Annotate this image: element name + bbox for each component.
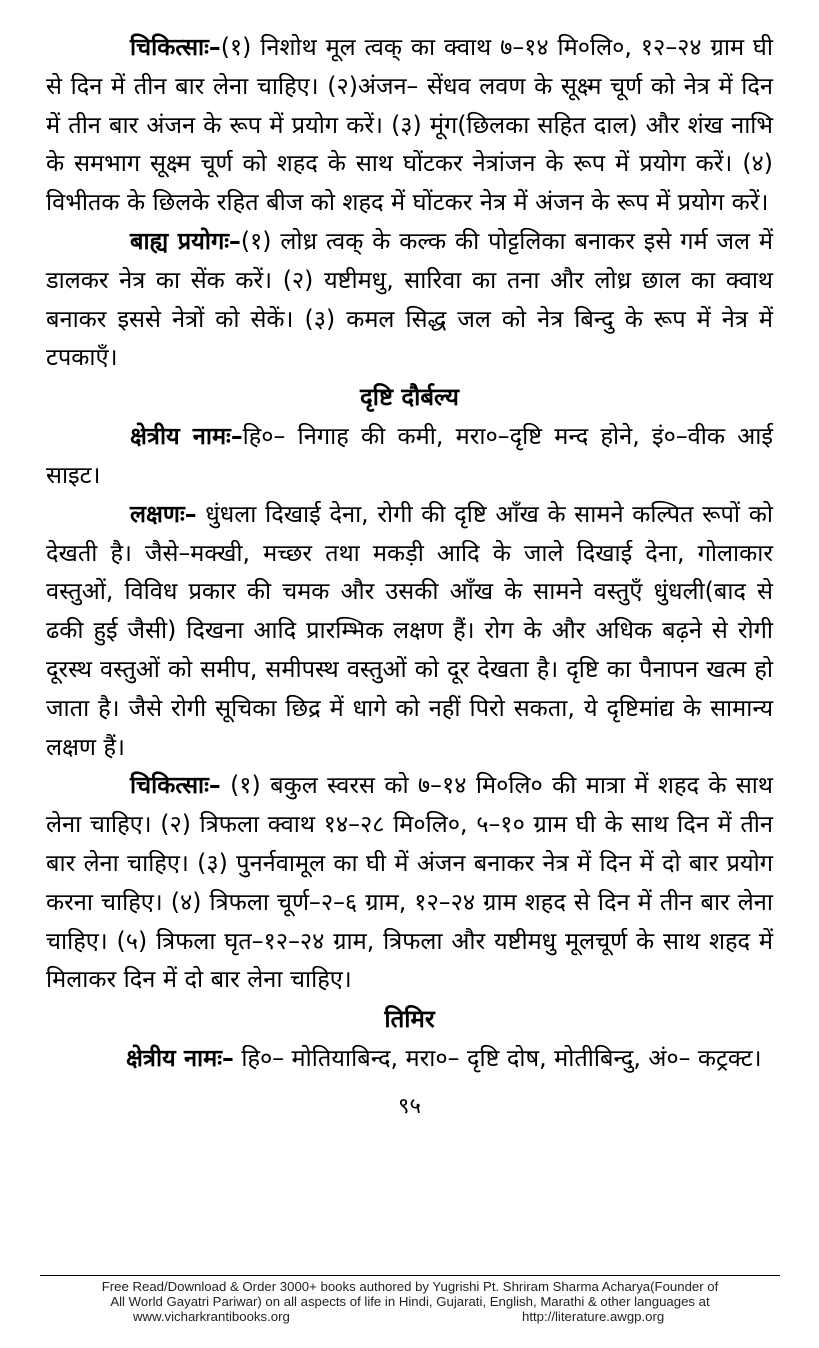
footer-line-1: Free Read/Download & Order 3000+ books authored by Yugrishi Pt. Shriram Sharma Acharya(Founder of [101,1279,719,1294]
treatment-text: (१) बकुल स्वरस को ७–१४ मि०लि० की मात्रा में शहद के साथ लेना चाहिए। (२) त्रिफला क्वाथ १४–२८ मि०लि०, ५–१० ग्राम घी के साथ दिन में तीन बार लेना चाहिए। (३) पुनर्नवामूल का घी में अंजन बनाकर नेत्र में दिन में दो बार प्रयोग करना चाहिए। (४) त्रिफला चूर्ण–२–६ ग्राम, १२–२४ ग्राम शहद से दिन में तीन बार लेना चाहिए। (५) त्रिफला घृत–१२–२४ ग्राम, त्रिफला और यष्टीमधु मूलचूर्ण के साथ शहद में मिलाकर दिन में दो बार लेना चाहिए। [46,771,773,994]
footer-line-2: All World Gayatri Pariwar) on all aspects of life in Hindi, Gujarati, English, Marathi & other languages at [110,1294,710,1309]
footer-links [40,1309,780,1325]
section-heading-timir: तिमिर [384,1005,435,1034]
treatment-paragraph-1 [46,28,773,222]
treatment-label: चिकित्साः– [130,771,221,800]
regional-names-paragraph-1 [46,417,773,495]
regional-names-label: क्षेत्रीय नामः– [130,422,243,451]
regional-names-label: क्षेत्रीय नामः– [126,1044,234,1073]
treatment-text: (१) निशोथ मूल त्वक् का क्वाथ ७–१४ मि०लि०, १२–२४ ग्राम घी से दिन में तीन बार लेना चाहिए। (२)अंजन– सेंधव लवण के सूक्ष्म चूर्ण को नेत्र में दिन में तीन बार अंजन के रूप में प्रयोग करें। (३) मूंग(छिलका सहित दाल) और शंख नाभि के समभाग सूक्ष्म चूर्ण को शहद के साथ घोंटकर नेत्रांजन के रूप में प्रयोग करें। (४) विभीतक के छिलके रहित बीज को शहद में घोंटकर नेत्र में अंजन के रूप में प्रयोग करें। [46,33,773,217]
regional-names-text: हि०– मोतियाबिन्द, मरा०– दृष्टि दोष, मोतीबिन्दु, अं०– कट्रक्ट। [233,1044,762,1073]
external-use-label: बाह्य प्रयोगः– [130,226,241,255]
regional-names-paragraph-2 [46,1039,773,1078]
footer-divider [40,1275,780,1276]
awgp-literature-link[interactable]: http://literature.awgp.org [522,1309,665,1324]
treatment-label: चिकित्साः– [130,33,221,61]
footer [40,1279,780,1325]
symptoms-paragraph [46,495,773,767]
vicharkranti-link[interactable]: www.vicharkrantibooks.org [133,1309,290,1324]
external-use-paragraph [46,222,773,377]
regional-names-text: हि०– निगाह की कमी, मरा०–दृष्टि मन्द होने, इं०–वीक आई साइट। [46,422,773,489]
treatment-paragraph-2 [46,766,773,999]
section-heading-drishti-daurbalya: दृष्टि दौर्बल्य [360,383,459,412]
external-use-text: (१) लोध्र त्वक् के कल्क की पोट्टलिका बनाकर इसे गर्म जल में डालकर नेत्र का सेंक करें। (२) यष्टीमधु, सारिवा का तना और लोध्र छाल का क्वाथ बनाकर इससे नेत्रों को सेकें। (३) कमल सिद्ध जल को नेत्र बिन्दु के रूप में नेत्र में टपकाएँ। [46,226,774,372]
symptoms-text: धुंधला दिखाई देना, रोगी की दृष्टि आँख के सामने कल्पित रूपों को देखती है। जैसे–मक्खी, मच्छर तथा मकड़ी आदि के जाले दिखाई देना, गोलाकार वस्तुओं, विविध प्रकार की चमक और उसकी आँख के सामने वस्तुएँ धुंधली(बाद से ढकी हुई जैसी) दिखना आदि प्रारम्भिक लक्षण हैं। रोग के और अधिक बढ़ने से रोगी दूरस्थ वस्तुओं को समीप, समीपस्थ वस्तुओं को दूर देखता है। दृष्टि का पैनापन खत्म हो जाता है। जैसे रोगी सूचिका छिद्र में धागे को नहीं पिरो सकता, ये दृष्टिमांद्य के सामान्य लक्षण हैं। [46,499,773,761]
page-number: ९५ [398,1093,421,1119]
book-page [46,28,773,1124]
symptoms-label: लक्षणः– [130,499,197,528]
